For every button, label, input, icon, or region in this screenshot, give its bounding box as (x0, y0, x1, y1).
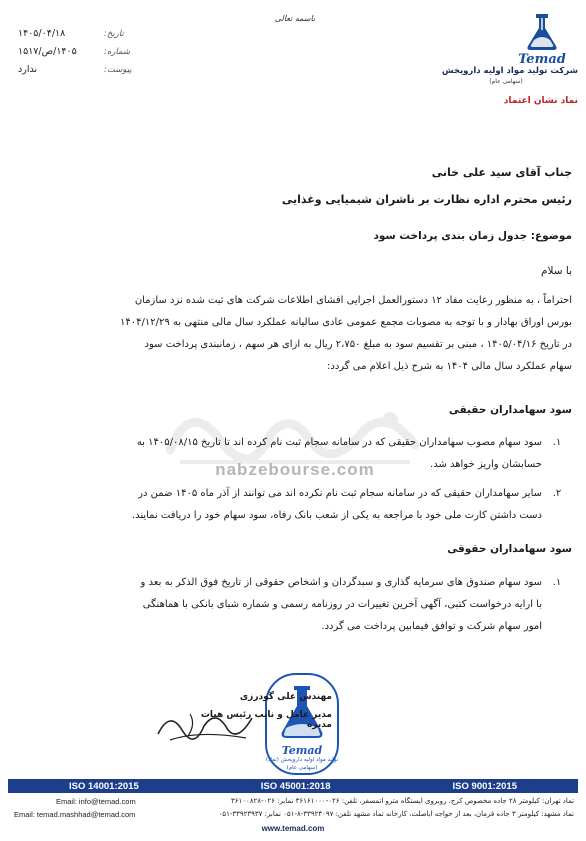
meta-number (14, 46, 134, 64)
address-tehran: تماد تهران: کیلومتر ۲۸ جاده مخصوص کرج، روبروی ایستگاه مترو اتمسفر، تلفن: ۰۲۶-۳۶۱۶۱۰۰۰ نمابر: ۰۲۶-۳۶۱۰۰۸۲۸ (230, 797, 574, 805)
intro-line: احتراماً ، به منظور رعایت مفاد ۱۲ دستورالعمل اجرایی افشای اطلاعات شرکت های ثبت شده نزد سازمان (134, 295, 572, 306)
meta-attachment-value: ندارد (18, 64, 38, 75)
list-item-number: ۲. (552, 488, 562, 499)
intro-paragraph (16, 290, 572, 378)
list-item-line: سود سهام مصوب سهامداران حقیقی که در سامانه سجام ثبت نام کرده اند تا تاریخ ۱۴۰۵/۰۸/۱۵ به (136, 437, 542, 448)
list-item-line: با ارایه درخواست کتبی، آگهی آخرین تغییرات در روزنامه رسمی و شماره شبای بانکی با هماهنگی (142, 599, 542, 610)
bismillah: باسمه تعالی (274, 14, 316, 23)
recipient-name: جناب آقای سید علی خانی (431, 166, 572, 179)
list-item (16, 432, 572, 476)
iso-badge: ISO 45001:2018 (260, 780, 331, 792)
email-tehran[interactable]: Email: info@temad.com (56, 797, 136, 806)
list-item-line: دست داشتن کارت ملی خود با مراجعه به یکی از شعب بانک رفاه، سود سهام خود را دریافت نمایند. (131, 510, 542, 521)
iso-badge: ISO 9001:2015 (452, 780, 517, 792)
list-item-line: سود سهام صندوق های سرمایه گذاری و سبدگردان و اشخاص حقوقی از تاریخ فوق الذکر به بعد و (140, 577, 542, 588)
list-item-number: ۱. (552, 437, 562, 448)
list-item (16, 572, 572, 638)
temad-logo-icon (524, 12, 560, 52)
brand-name: Temad (518, 52, 566, 67)
section-title-individual: سود سهامداران حقیقی (448, 404, 572, 416)
subject: موضوع: جدول زمان بندی پرداخت سود (373, 230, 572, 242)
recipient-title: رئیس محترم اداره نظارت بر ناشران شیمیایی وغذایی (281, 193, 572, 206)
iso-badge: ISO 14001:2015 (69, 780, 139, 792)
meta-attachment-label: پیوست: (104, 65, 132, 75)
intro-line: بورس اوراق بهادار و با توجه به مصوبات مجمع عمومی عادی سالیانه عملکرد سال مالی منتهی به ۱۴۰۴/۱۲/۲۹ (120, 317, 572, 328)
company-type: (سهامی عام) (489, 78, 523, 85)
stamp-text: تولید مواد اولیه داروپخش (تماد) (265, 757, 339, 763)
company-name: شرکت تولید مواد اولیه داروپخش (441, 66, 578, 76)
signer-title: مدیر عامل و نایب رئیس هیات مدیره (200, 710, 332, 730)
watermark-text: nabzebourse.com (215, 460, 375, 479)
list-item (16, 483, 572, 527)
address-mashhad: تماد مشهد: کیلومتر ۳ جاده قرمان، بعد از خواجه اباصلت، کارخانه تماد مشهد تلفن: ۳۳۹۲۴۰۹۷-۸-۰۵۱ نمابر: ۳۳۹۲۳۹۳۷-۰۵۱ (218, 810, 574, 818)
meta-number-label: شماره: (104, 47, 131, 57)
list-item-line: سایر سهامداران حقیقی که در سامانه سجام ثبت نام نکرده اند می توانند از آذر ماه ۱۴۰۵ ضمن در (138, 488, 542, 499)
greeting: با سلام (540, 265, 572, 277)
stamp-brand: Temad (281, 744, 323, 757)
list-item-number: ۱. (552, 577, 562, 588)
list-item-line: امور سهام شرکت و توافق فیمابین پرداخت می گردد. (321, 621, 542, 632)
trust-mark: نماد نشان اعتماد (503, 96, 578, 106)
iso-certifications-bar (8, 779, 578, 793)
list-item-line: حسابشان واریز خواهد شد. (430, 459, 542, 470)
intro-line: در تاریخ ۱۴۰۵/۰۴/۱۶ ، مبنی بر تقسیم سود به مبلغ ۲،۷۵۰ ریال به ازای هر سهم ، زمانبندی پرداخت سود (144, 339, 572, 350)
meta-number-value: ۱۴۰۵/ص/۱۵۱۷ (18, 46, 77, 57)
letter-meta (14, 28, 134, 82)
website-link[interactable]: www.temad.com (261, 824, 325, 833)
meta-attachment (14, 64, 134, 82)
intro-line: سهام عملکرد سال مالی ۱۴۰۴ به شرح ذیل اعلام می گردد: (327, 361, 572, 372)
signer-name: مهندس علی گودرزی (239, 692, 332, 702)
stamp-sub: (سهامی عام) (286, 765, 318, 771)
section-title-legal: سود سهامداران حقوقی (447, 543, 572, 555)
meta-date-value: ۱۴۰۵/۰۴/۱۸ (18, 28, 66, 39)
meta-date-label: تاریخ: (104, 29, 124, 39)
meta-date (14, 28, 134, 46)
email-mashhad[interactable]: Email: temad.mashhad@temad.com (14, 810, 136, 819)
